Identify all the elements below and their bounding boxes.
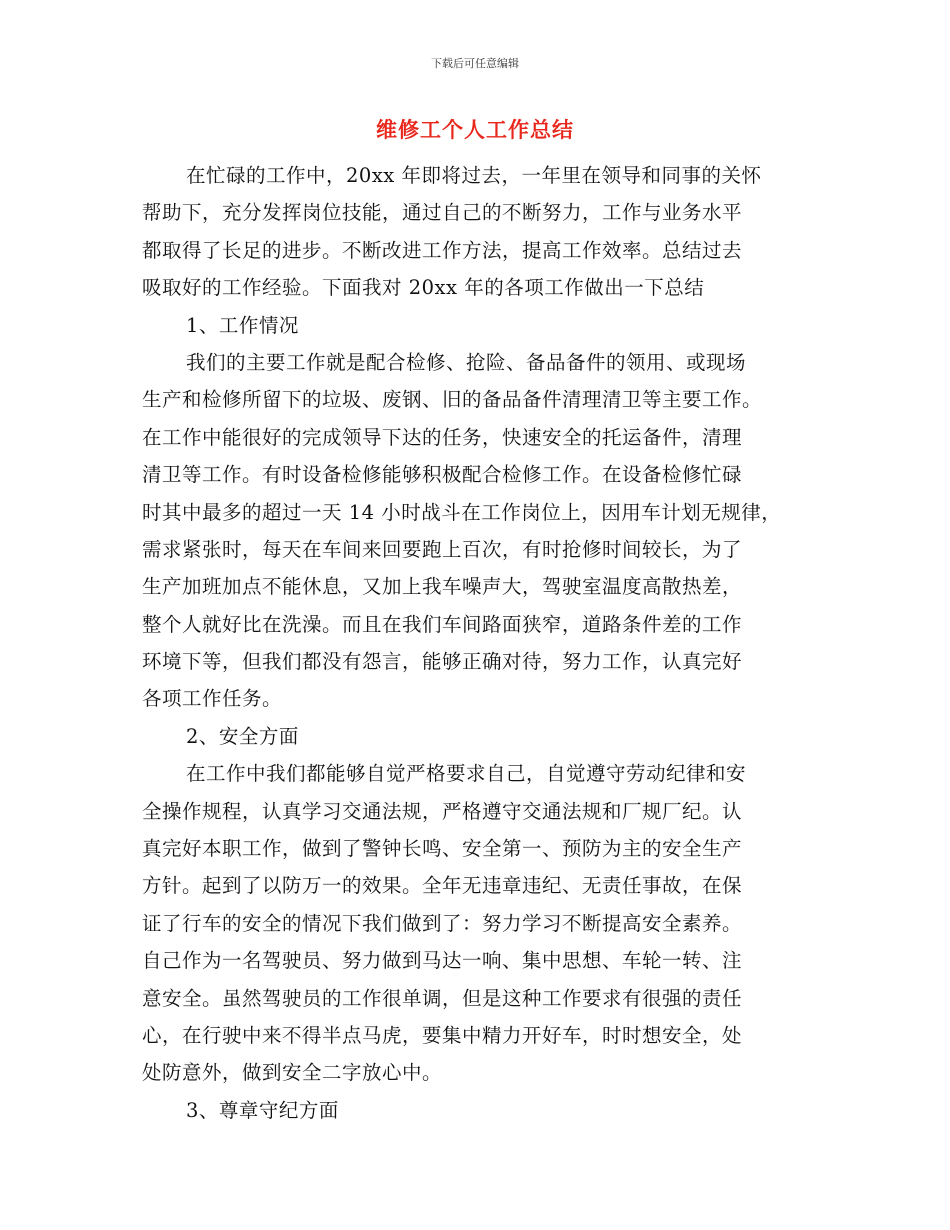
paragraph-line: 证了行车的安全的情况下我们做到了：努力学习不断提高安全素养。 (142, 911, 743, 935)
paragraph-line: 自己作为一名驾驶员、努力做到马达一响、集中思想、车轮一转、注 (142, 949, 743, 973)
section-heading-discipline: 3、尊章守纪方面 (186, 1098, 339, 1122)
paragraph-line: 都取得了长足的进步。不断改进工作方法，提高工作效率。总结过去 (142, 238, 743, 262)
paragraph-line: 生产和检修所留下的垃圾、废钢、旧的备品备件清理清卫等主要工作。 (142, 388, 763, 412)
document-title: 维修工个人工作总结 (376, 117, 574, 142)
paragraph-line: 真完好本职工作，做到了警钟长鸣、安全第一、预防为主的安全生产 (142, 837, 743, 861)
paragraph-line: 心，在行驶中来不得半点马虎，要集中精力开好车，时时想安全，处 (142, 1023, 743, 1047)
paragraph-line: 在工作中我们都能够自觉严格要求自己，自觉遵守劳动纪律和安 (186, 762, 747, 786)
paragraph-line: 处防意外，做到安全二字放心中。 (142, 1061, 443, 1085)
paragraph-line: 全操作规程，认真学习交通法规，严格遵守交通法规和厂规厂纪。认 (142, 799, 743, 823)
paragraph-line: 整个人就好比在洗澡。而且在我们车间路面狭窄，道路条件差的工作 (142, 612, 743, 636)
paragraph-line: 生产加班加点不能休息，又加上我车噪声大，驾驶室温度高散热差， (142, 575, 743, 599)
paragraph-line: 时其中最多的超过一天 14 小时战斗在工作岗位上，因用车计划无规律， (142, 500, 782, 524)
paragraph-line: 各项工作任务。 (142, 687, 283, 711)
paragraph-line: 清卫等工作。有时设备检修能够积极配合检修工作。在设备检修忙碌 (142, 463, 743, 487)
section-heading-work: 1、工作情况 (186, 313, 299, 337)
paragraph-line: 意安全。虽然驾驶员的工作很单调，但是这种工作要求有很强的责任 (142, 986, 743, 1010)
paragraph-line: 吸取好的工作经验。下面我对 20xx 年的各项工作做出一下总结 (142, 276, 705, 300)
paragraph-line: 环境下等，但我们都没有怨言，能够正确对待，努力工作，认真完好 (142, 650, 743, 674)
paragraph-line: 在工作中能很好的完成领导下达的任务，快速安全的托运备件，清理 (142, 425, 743, 449)
paragraph-line: 在忙碌的工作中，20xx 年即将过去，一年里在领导和同事的关怀 (186, 164, 762, 187)
paragraph-line: 需求紧张时，每天在车间来回要跑上百次，有时抢修时间较长，为了 (142, 537, 743, 561)
section-heading-safety: 2、安全方面 (186, 724, 299, 748)
paragraph-line: 帮助下，充分发挥岗位技能，通过自己的不断努力，工作与业务水平 (142, 201, 743, 225)
paragraph-line: 我们的主要工作就是配合检修、抢险、备品备件的领用、或现场 (186, 350, 747, 374)
paragraph-line: 方针。起到了以防万一的效果。全年无违章违纪、无责任事故，在保 (142, 874, 743, 898)
document-body (142, 157, 822, 1129)
page-header-note: 下载后可任意编辑 (431, 57, 519, 70)
